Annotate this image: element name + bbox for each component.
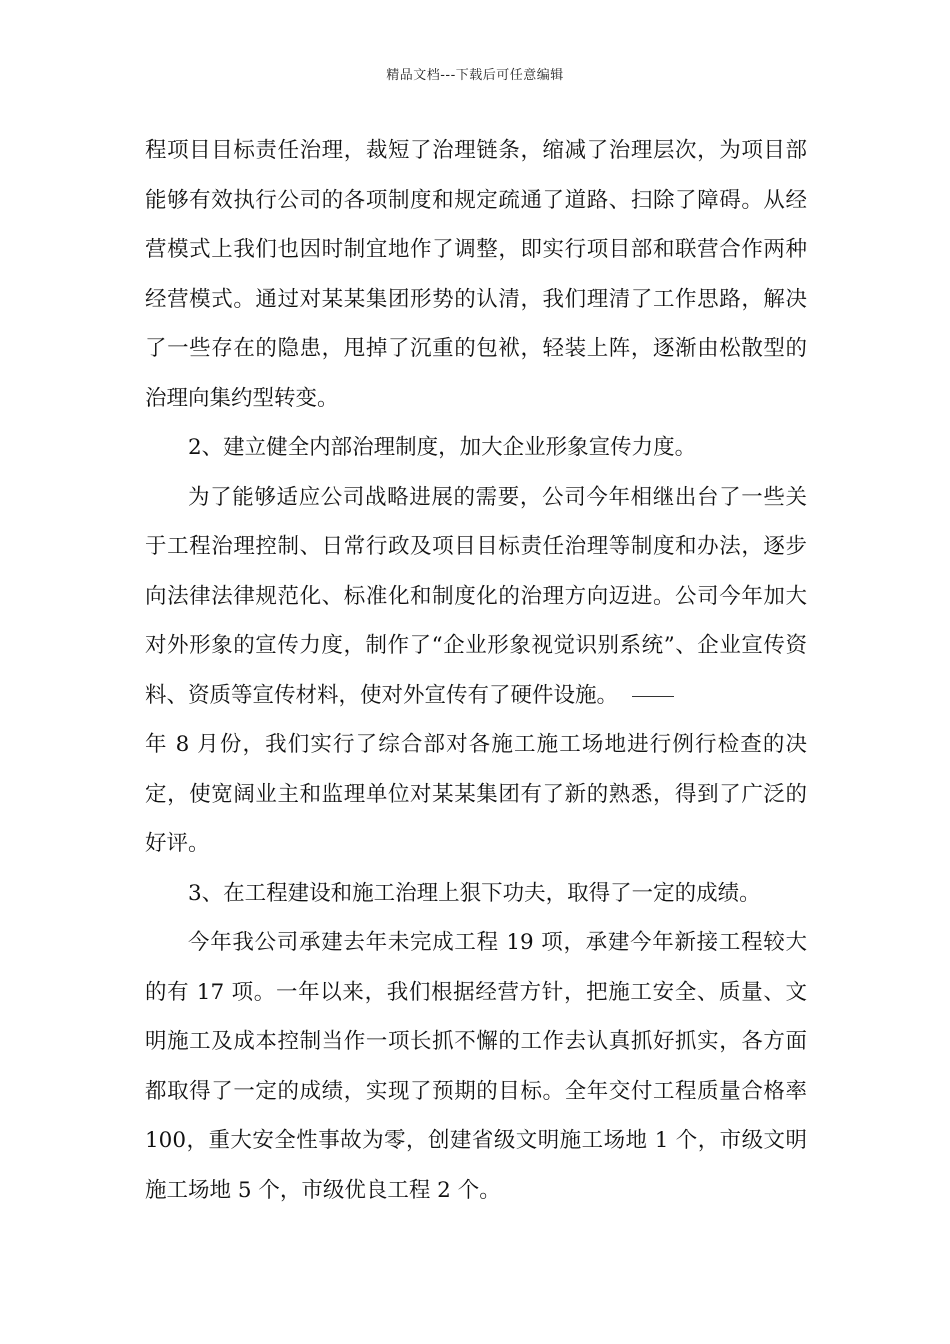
paragraph-5: 今年我公司承建去年未完成工程 19 项，承建今年新接工程较大的有 17 项。一年以来，我们根据经营方针，把施工安全、质量、文明施工及成本控制当作一项长抓不懈的工作去认真抓好抓实，各方面都取得了一定的成绩，实现了预期的目标。全年交付工程质量合格率 100，重大安全性事故为零，创建省级文明施工场地 1 个，市级文明施工场地 5 个，市级优良工程 2 个。 — [145, 930, 807, 1203]
document-body — [145, 126, 807, 1215]
page-header: 精品文档---下载后可任意编辑 — [386, 68, 564, 83]
paragraph-3-text: 为了能够适应公司战略进展的需要，公司今年相继出台了一些关于工程治理控制、日常行政及项目目标责任治理等制度和办法，逐步向法律法律规范化、标准化和制度化的治理方向迈进。公司今年加大对外形象的宣传力度，制作了“企业形象视觉识别系统”、企业宣传资料、资质等宣传材料，使对外宣传有了硬件设施。 — [145, 484, 807, 708]
paragraph-3 — [145, 473, 807, 721]
paragraph-2-heading: 2、建立健全内部治理制度，加大企业形象宣传力度。 — [188, 435, 697, 460]
paragraph-1: 程项目目标责任治理，裁短了治理链条，缩减了治理层次，为项目部能够有效执行公司的各项制度和规定疏通了道路、扫除了障碍。从经营模式上我们也因时制宜地作了调整，即实行项目部和联营合作两种经营模式。通过对某某集团形势的认清，我们理清了工作思路，解决了一些存在的隐患，甩掉了沉重的包袱，轻装上阵，逐渐由松散型的治理向集约型转变。 — [145, 138, 807, 411]
paragraph-4-heading: 3、在工程建设和施工治理上狠下功夫，取得了一定的成绩。 — [188, 880, 761, 906]
paragraph-3-continued: 年 8 月份，我们实行了综合部对各施工施工场地进行例行检查的决定，使宽阔业主和监理单位对某某集团有了新的熟悉，得到了广泛的好评。 — [145, 732, 807, 856]
blank-line — [632, 695, 674, 697]
